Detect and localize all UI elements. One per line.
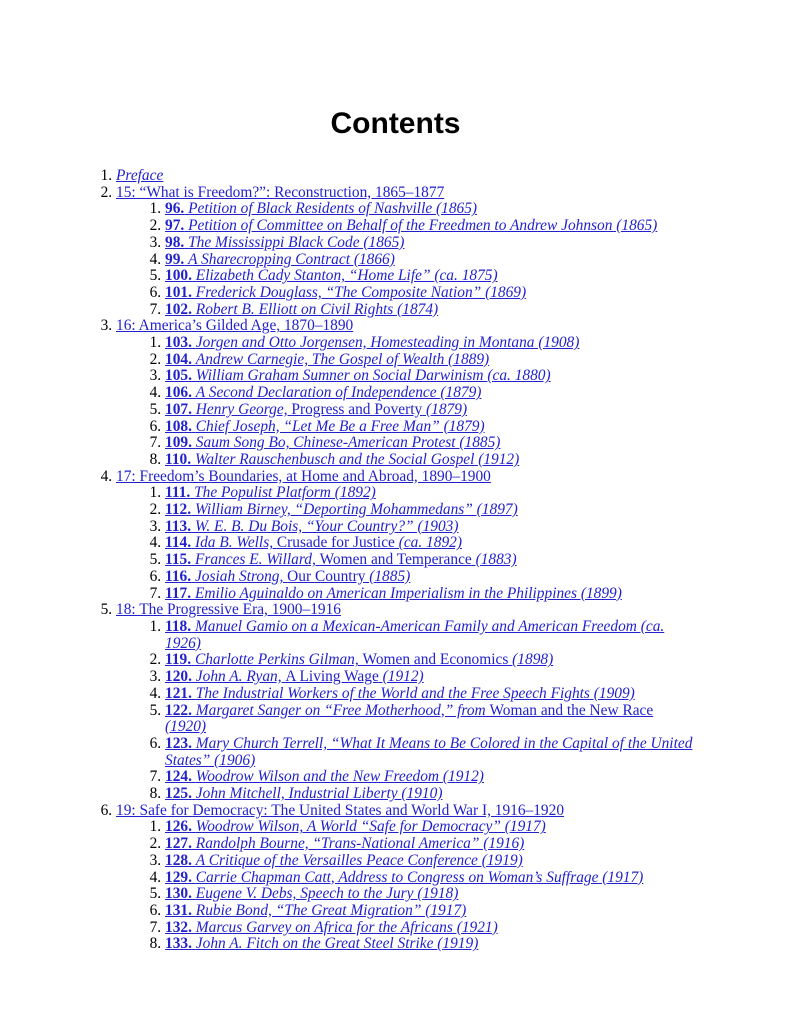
toc-doc-title-segment: Woodrow Wilson, A World “Safe for Democracy” (1917) <box>195 818 546 836</box>
toc-doc-item <box>165 452 693 469</box>
toc-doc-link[interactable] <box>165 869 643 886</box>
toc-doc-item <box>165 435 693 452</box>
toc-doc-item <box>165 352 693 369</box>
toc-doc-number: 110. <box>165 450 192 468</box>
toc-doc-link[interactable] <box>165 768 484 785</box>
toc-doc-link[interactable] <box>165 217 657 234</box>
toc-doc-number: 108. <box>165 417 192 435</box>
toc-doc-number: 133. <box>165 935 192 953</box>
toc-chapter-item <box>116 185 693 319</box>
toc-doc-item <box>165 853 693 870</box>
toc-doc-title-segment: Marcus Garvey on Africa for the Africans (1921) <box>195 918 498 936</box>
toc-doc-item <box>165 402 693 419</box>
toc-doc-title-segment: (1883) <box>471 551 517 569</box>
toc-doc-number: 99. <box>165 250 185 268</box>
toc-doc-item <box>165 903 693 920</box>
toc-doc-link[interactable] <box>165 885 458 902</box>
toc-doc-title-segment: (1920) <box>165 718 207 736</box>
toc-doc-title-segment: Saum Song Bo, Chinese-American Protest (1885) <box>195 434 501 452</box>
toc-doc-list <box>116 201 693 318</box>
toc-doc-title-segment: Emilio Aguinaldo on American Imperialism in the Philippines (1899) <box>194 584 622 602</box>
toc-doc-item <box>165 569 693 586</box>
toc-doc-title-segment: The Industrial Workers of the World and the Free Speech Fights (1909) <box>195 684 635 702</box>
toc-doc-item <box>165 769 693 786</box>
toc-doc-link[interactable] <box>165 835 524 852</box>
toc-doc-number: 105. <box>165 367 192 385</box>
toc-doc-link[interactable] <box>165 902 466 919</box>
toc-doc-number: 102. <box>165 300 192 318</box>
toc-doc-item <box>165 652 693 669</box>
toc-doc-number: 131. <box>165 901 192 919</box>
toc-doc-number: 116. <box>165 567 192 585</box>
toc-doc-link[interactable] <box>165 735 692 769</box>
toc-doc-title-segment: Carrie Chapman Catt, Address to Congress on Woman’s Suffrage (1917) <box>195 868 644 886</box>
toc-doc-link[interactable] <box>165 284 526 301</box>
toc-chapter-item <box>116 803 693 953</box>
toc-doc-item <box>165 252 693 269</box>
toc-doc-title-segment: Petition of Committee on Behalf of the Freedmen to Andrew Johnson (1865) <box>188 217 658 235</box>
toc-doc-item <box>165 385 693 402</box>
toc-doc-title-segment: The Mississippi Black Code (1865) <box>188 233 405 251</box>
toc-doc-item <box>165 235 693 252</box>
toc-chapter-item <box>116 602 693 802</box>
toc-doc-number: 117. <box>165 584 192 602</box>
toc-doc-item <box>165 285 693 302</box>
toc-doc-link[interactable] <box>165 451 519 468</box>
toc-doc-title-segment: John A. Fitch on the Great Steel Strike (1919) <box>195 935 479 953</box>
toc-doc-number: 115. <box>165 551 192 569</box>
toc-chapter-label: Preface <box>116 167 164 184</box>
toc-doc-item <box>165 936 693 953</box>
toc-doc-title-segment: Margaret Sanger on “Free Motherhood,” from <box>195 701 490 719</box>
toc-doc-item <box>165 268 693 285</box>
toc-doc-title-segment: Woman and the New Race <box>489 701 654 719</box>
toc-doc-title-segment: Jorgen and Otto Jorgensen, Homesteading in Montana (1908) <box>195 334 580 352</box>
toc-doc-number: 96. <box>165 200 185 218</box>
toc-doc-link[interactable] <box>165 501 518 518</box>
toc-doc-number: 132. <box>165 918 192 936</box>
toc-doc-number: 124. <box>165 768 192 786</box>
toc-doc-title-segment: A Living Wage <box>285 668 379 686</box>
toc-doc-item <box>165 920 693 937</box>
toc-doc-number: 100. <box>165 267 192 285</box>
toc-doc-number: 118. <box>165 617 192 635</box>
toc-chapter-link[interactable] <box>116 468 491 485</box>
toc-doc-number: 129. <box>165 868 192 886</box>
toc-doc-link[interactable] <box>165 234 404 251</box>
toc-doc-title-segment: Mary Church Terrell, “What It Means to Be Colored in the Capital of the United States” (1906) <box>165 734 693 769</box>
toc-doc-link[interactable] <box>165 267 498 284</box>
toc-doc-item <box>165 485 693 502</box>
toc-doc-item <box>165 736 693 769</box>
toc-doc-number: 114. <box>165 534 192 552</box>
toc-chapter-item <box>116 318 693 468</box>
toc-chapter-link[interactable] <box>116 601 341 618</box>
toc-doc-link[interactable] <box>165 935 478 952</box>
toc-chapter-label: 18: The Progressive Era, 1900–1916 <box>116 601 341 619</box>
toc-doc-item <box>165 819 693 836</box>
toc-doc-link[interactable] <box>165 484 376 501</box>
toc-chapter-item <box>116 168 693 185</box>
toc-doc-title-segment: Progress and Poverty <box>291 400 423 418</box>
toc-doc-title-segment: Crusade for Justice <box>276 534 395 552</box>
toc-doc-number: 121. <box>165 684 192 702</box>
toc-doc-link[interactable] <box>165 518 458 535</box>
toc-chapter-item <box>116 469 693 603</box>
toc-doc-link[interactable] <box>165 301 438 318</box>
toc-doc-item <box>165 201 693 218</box>
toc-doc-link[interactable] <box>165 785 442 802</box>
toc-doc-link[interactable] <box>165 401 467 418</box>
toc-doc-title-segment: Elizabeth Cady Stanton, “Home Life” (ca. 1875) <box>195 267 498 285</box>
toc-doc-link[interactable] <box>165 418 485 435</box>
toc-doc-number: 128. <box>165 851 192 869</box>
toc-doc-link[interactable] <box>165 534 462 551</box>
toc-doc-link[interactable] <box>165 651 553 668</box>
toc-doc-link[interactable] <box>165 618 664 652</box>
page-title: Contents <box>330 107 461 140</box>
toc-doc-item <box>165 368 693 385</box>
toc-doc-title-segment: (1898) <box>508 651 554 669</box>
toc-doc-list <box>116 819 693 953</box>
toc-doc-item <box>165 619 693 652</box>
toc-doc-item <box>165 886 693 903</box>
toc-doc-title-segment: Frances E. Willard, <box>194 551 320 569</box>
toc-doc-link[interactable] <box>165 251 395 268</box>
toc-doc-item <box>165 686 693 703</box>
toc-doc-number: 130. <box>165 885 192 903</box>
toc-doc-title-segment: W. E. B. Du Bois, “Your Country?” (1903) <box>194 517 459 535</box>
toc-doc-item <box>165 836 693 853</box>
toc-list <box>76 168 693 953</box>
toc-chapter-link[interactable] <box>116 167 163 184</box>
toc-doc-number: 122. <box>165 701 192 719</box>
toc-doc-item <box>165 419 693 436</box>
toc-doc-title-segment: Ida B. Wells, <box>194 534 277 552</box>
toc-doc-link[interactable] <box>165 351 489 368</box>
toc-doc-link[interactable] <box>165 702 653 736</box>
toc-doc-list <box>116 485 693 602</box>
toc-doc-title-segment: Chief Joseph, “Let Me Be a Free Man” (1879) <box>195 417 485 435</box>
toc-doc-item <box>165 335 693 352</box>
toc-doc-item <box>165 870 693 887</box>
toc-chapter-label: 16: America’s Gilded Age, 1870–1890 <box>116 317 354 335</box>
toc-doc-number: 98. <box>165 233 185 251</box>
toc-doc-title-segment: Woodrow Wilson and the New Freedom (1912) <box>195 768 484 786</box>
toc-chapter-link[interactable] <box>116 317 353 334</box>
toc-doc-item <box>165 302 693 319</box>
toc-doc-number: 127. <box>165 835 192 853</box>
toc-chapter-link[interactable] <box>116 802 564 819</box>
toc-doc-title-segment: (ca. 1892) <box>394 534 462 552</box>
toc-doc-item <box>165 535 693 552</box>
toc-doc-title-segment: William Birney, “Deporting Mohammedans” (1897) <box>194 501 518 519</box>
toc-chapter-label: 15: “What is Freedom?”: Reconstruction, 1865–1877 <box>116 183 445 201</box>
toc-doc-item <box>165 586 693 603</box>
toc-doc-number: 106. <box>165 384 192 402</box>
toc-doc-number: 112. <box>165 501 192 519</box>
toc-doc-link[interactable] <box>165 334 579 351</box>
toc-doc-title-segment: Petition of Black Residents of Nashville (1865) <box>188 200 478 218</box>
toc-doc-link[interactable] <box>165 367 551 384</box>
toc-doc-item <box>165 786 693 803</box>
toc-doc-link[interactable] <box>165 568 410 585</box>
toc-doc-number: 104. <box>165 350 192 368</box>
toc-doc-title-segment: Josiah Strong, <box>194 567 288 585</box>
toc-doc-link[interactable] <box>165 685 635 702</box>
toc-doc-link[interactable] <box>165 434 500 451</box>
toc-doc-title-segment: Robert B. Elliott on Civil Rights (1874) <box>195 300 439 318</box>
toc-doc-number: 125. <box>165 785 192 803</box>
toc-doc-title-segment: Our Country <box>287 567 366 585</box>
toc-chapter-label: 17: Freedom’s Boundaries, at Home and Abroad, 1890–1900 <box>116 467 491 485</box>
toc-doc-link[interactable] <box>165 384 481 401</box>
toc-doc-title-segment: Randolph Bourne, “Trans-National America” (1916) <box>195 835 525 853</box>
toc-doc-item <box>165 519 693 536</box>
toc-doc-link[interactable] <box>165 585 622 602</box>
toc-doc-title-segment: (1885) <box>365 567 411 585</box>
toc-doc-title-segment: Andrew Carnegie, The Gospel of Wealth (1889) <box>195 350 490 368</box>
toc-doc-number: 103. <box>165 334 192 352</box>
toc-doc-link[interactable] <box>165 919 498 936</box>
toc-doc-title-segment: Women and Economics <box>362 651 509 669</box>
toc-doc-link[interactable] <box>165 200 477 217</box>
toc-doc-title-segment: Walter Rauschenbusch and the Social Gospel (1912) <box>194 450 520 468</box>
toc-doc-title-segment: (1912) <box>378 668 424 686</box>
toc-doc-title-segment: Women and Temperance <box>319 551 472 569</box>
toc-doc-item <box>165 502 693 519</box>
toc-doc-item <box>165 703 693 736</box>
toc-doc-list <box>116 335 693 469</box>
toc-doc-link[interactable] <box>165 551 517 568</box>
toc-doc-number: 109. <box>165 434 192 452</box>
toc-doc-number: 101. <box>165 283 192 301</box>
toc-doc-title-segment: Frederick Douglass, “The Composite Nation” (1869) <box>195 283 527 301</box>
toc-doc-number: 123. <box>165 734 192 752</box>
toc-doc-number: 113. <box>165 517 192 535</box>
toc-doc-number: 126. <box>165 818 192 836</box>
toc-doc-number: 107. <box>165 400 192 418</box>
toc-chapter-link[interactable] <box>116 184 444 201</box>
toc-doc-title-segment: John A. Ryan, <box>195 668 286 686</box>
toc-doc-title-segment: A Critique of the Versailles Peace Conference (1919) <box>195 851 523 869</box>
toc-doc-item <box>165 218 693 235</box>
toc-chapter-label: 19: Safe for Democracy: The United States and World War I, 1916–1920 <box>116 801 565 819</box>
toc-doc-link[interactable] <box>165 668 424 685</box>
toc-doc-title-segment: Charlotte Perkins Gilman, <box>194 651 363 669</box>
toc-doc-title-segment: John Mitchell, Industrial Liberty (1910) <box>195 785 443 803</box>
toc-doc-title-segment: The Populist Platform (1892) <box>194 484 376 502</box>
toc-doc-title-segment: (1879) <box>422 400 468 418</box>
toc-doc-number: 120. <box>165 668 192 686</box>
toc-doc-title-segment: A Sharecropping Contract (1866) <box>188 250 395 268</box>
toc-doc-number: 97. <box>165 217 185 235</box>
toc-doc-number: 111. <box>165 484 191 502</box>
toc-doc-title-segment: William Graham Sumner on Social Darwinism (ca. 1880) <box>195 367 551 385</box>
toc-doc-title-segment: Rubie Bond, “The Great Migration” (1917) <box>195 901 467 919</box>
toc-doc-item <box>165 669 693 686</box>
toc-doc-title-segment: Eugene V. Debs, Speech to the Jury (1918) <box>195 885 459 903</box>
toc-doc-link[interactable] <box>165 852 523 869</box>
toc-doc-title-segment: Henry George, <box>195 400 292 418</box>
toc-doc-title-segment: A Second Declaration of Independence (1879) <box>195 384 482 402</box>
toc-doc-link[interactable] <box>165 818 546 835</box>
toc-doc-item <box>165 552 693 569</box>
toc-doc-title-segment: Manuel Gamio on a Mexican-American Family and American Freedom (ca. 1926) <box>165 617 665 652</box>
toc-doc-number: 119. <box>165 651 192 669</box>
toc-doc-list <box>116 619 693 803</box>
